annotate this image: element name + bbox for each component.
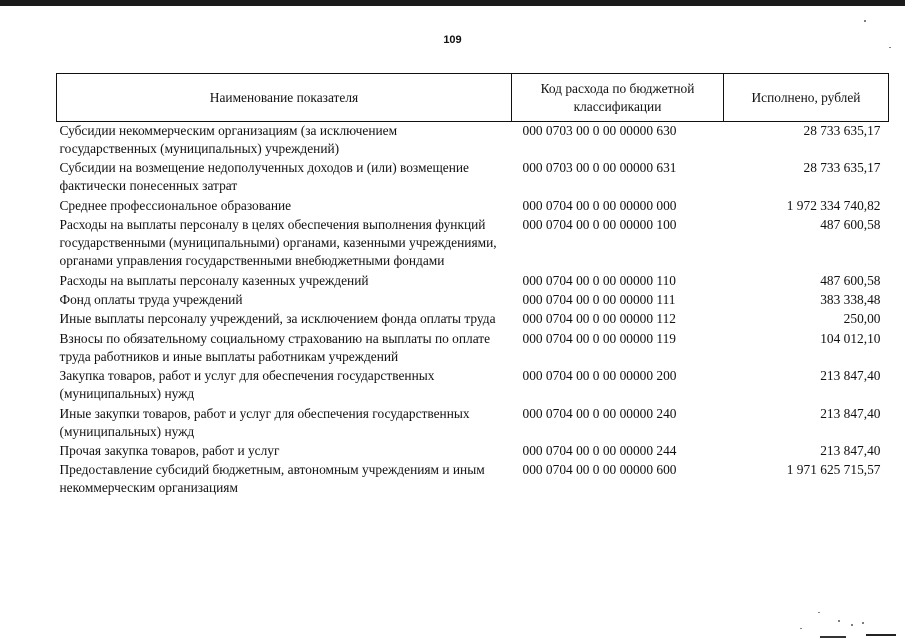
budget-code-cell: 000 0704 00 0 00 00000 244 [522, 442, 677, 458]
header-indicator-name: Наименование показателя [57, 74, 512, 122]
scan-speck [866, 634, 896, 636]
indicator-name-cell: Предоставление субсидий бюджетным, автономным учреждениям и иным некоммерческим организациям [59, 462, 485, 496]
table-body [57, 122, 889, 499]
indicator-name-cell: Иные выплаты персоналу учреждений, за исключением фонда оплаты труда [59, 311, 496, 327]
scan-top-border [0, 0, 905, 6]
budget-code-cell: 000 0704 00 0 00 00000 200 [522, 368, 677, 384]
executed-amount-cell: 213 847,40 [820, 368, 881, 384]
scan-speck [864, 20, 866, 22]
table-row [57, 330, 889, 367]
executed-amount-cell: 487 600,58 [820, 272, 881, 288]
executed-amount-cell: 28 733 635,17 [803, 160, 881, 176]
indicator-name-cell: Расходы на выплаты персоналу в целях обеспечения выполнения функций государственными (муниципальными) органами, казенными учреждениями, органами управления государственными внебюджетными фондами [59, 217, 497, 269]
table-row [57, 272, 889, 291]
table-row [57, 216, 889, 271]
table-row [57, 405, 889, 442]
executed-amount-cell: 250,00 [843, 311, 881, 327]
expenditure-table [56, 73, 889, 499]
scan-speck [862, 622, 864, 624]
table-row [57, 197, 889, 216]
scan-speck [800, 628, 802, 629]
indicator-name-cell: Фонд оплаты труда учреждений [59, 291, 243, 307]
header-row [57, 74, 889, 122]
indicator-name-cell: Взносы по обязательному социальному страхованию на выплаты по оплате труда работников и иные выплаты работникам учреждений [59, 330, 491, 364]
scan-speck [838, 620, 840, 622]
executed-amount-cell: 104 012,10 [820, 330, 881, 346]
budget-code-cell: 000 0704 00 0 00 00000 600 [522, 462, 677, 478]
table-row [57, 442, 889, 461]
executed-amount-cell: 213 847,40 [820, 405, 881, 421]
scan-speck [818, 612, 820, 613]
budget-code-cell: 000 0704 00 0 00 00000 240 [522, 405, 677, 421]
page-number: 109 [443, 34, 462, 46]
budget-code-cell: 000 0704 00 0 00 00000 111 [522, 291, 676, 307]
executed-amount-cell: 487 600,58 [820, 217, 881, 233]
scan-speck [820, 636, 846, 638]
budget-code-cell: 000 0704 00 0 00 00000 000 [522, 197, 677, 213]
budget-code-cell: 000 0704 00 0 00 00000 100 [522, 217, 677, 233]
indicator-name-cell: Расходы на выплаты персоналу казенных учреждений [59, 272, 369, 288]
indicator-name-cell: Иные закупки товаров, работ и услуг для обеспечения государственных (муниципальных) нужд [59, 405, 470, 439]
scan-speck [851, 624, 853, 626]
header-executed-amount: Исполнено, рублей [724, 74, 889, 122]
indicator-name-cell: Закупка товаров, работ и услуг для обеспечения государственных (муниципальных) нужд [59, 368, 435, 402]
executed-amount-cell: 1 971 625 715,57 [786, 462, 881, 478]
header-budget-code: Код расхода по бюджетной классификации [512, 74, 724, 122]
table-row [57, 291, 889, 310]
table-row [57, 122, 889, 160]
budget-code-cell: 000 0704 00 0 00 00000 119 [522, 330, 676, 346]
executed-amount-cell: 213 847,40 [820, 442, 881, 458]
indicator-name-cell: Прочая закупка товаров, работ и услуг [59, 442, 280, 458]
budget-code-cell: 000 0704 00 0 00 00000 112 [522, 311, 676, 327]
indicator-name-cell: Среднее профессиональное образование [59, 197, 292, 213]
table-header [57, 74, 889, 122]
executed-amount-cell: 383 338,48 [820, 291, 881, 307]
budget-code-cell: 000 0704 00 0 00 00000 110 [522, 272, 676, 288]
indicator-name-cell: Субсидии некоммерческим организациям (за исключением государственных (муниципальных) учреждений) [59, 123, 398, 156]
scan-speck [889, 47, 891, 48]
table-row [57, 367, 889, 404]
table-row [57, 310, 889, 329]
table-row [57, 159, 889, 196]
table-row [57, 461, 889, 498]
executed-amount-cell: 28 733 635,17 [803, 123, 881, 138]
budget-code-cell: 000 0703 00 0 00 00000 631 [522, 160, 677, 176]
budget-code-cell: 000 0703 00 0 00 00000 630 [522, 123, 677, 138]
executed-amount-cell: 1 972 334 740,82 [786, 197, 881, 213]
indicator-name-cell: Субсидии на возмещение недополученных доходов и (или) возмещение фактически понесенных затрат [59, 160, 469, 194]
